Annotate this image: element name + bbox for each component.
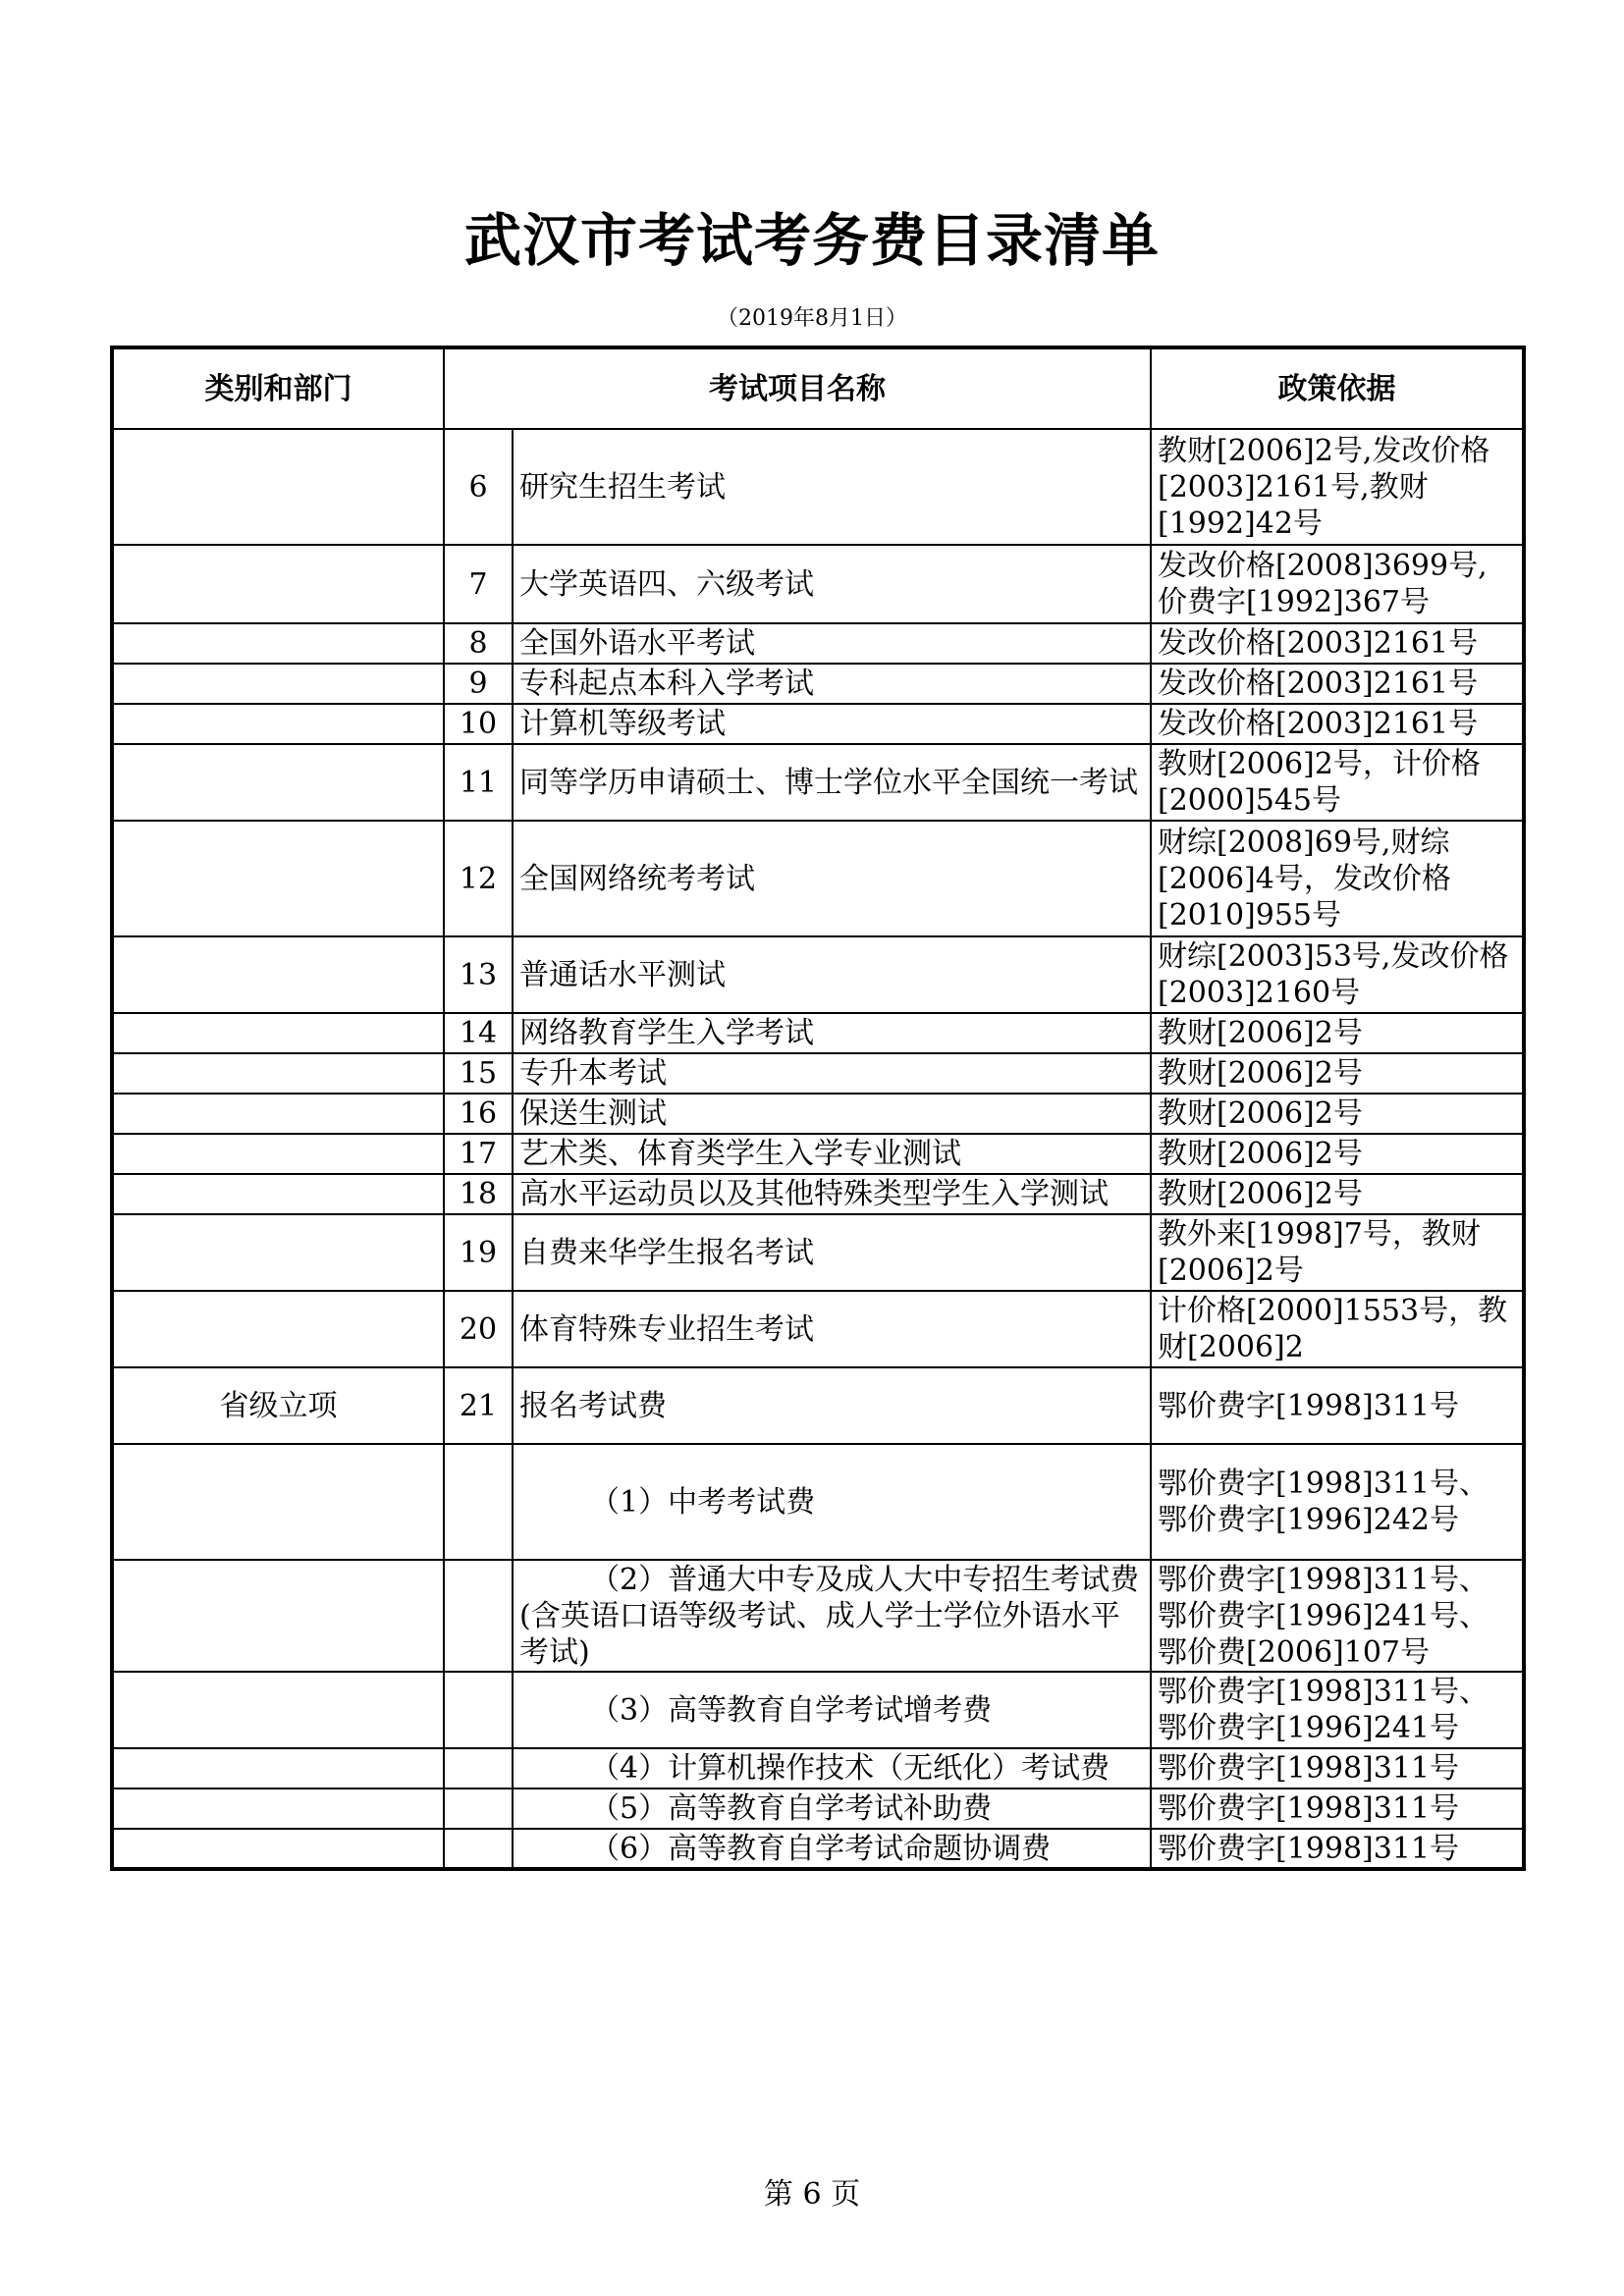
policy-basis-cell: 财综[2008]69号,财综[2006]4号，发改价格[2010]955号	[1151, 821, 1524, 936]
policy-basis-cell: 教财[2006]2号	[1151, 1174, 1524, 1214]
table-row	[112, 623, 1524, 664]
item-number-cell	[444, 1560, 513, 1672]
category-cell	[112, 429, 444, 545]
category-cell	[112, 1789, 444, 1829]
item-number-cell: 9	[444, 664, 513, 704]
table-row	[112, 1829, 1524, 1869]
table-row	[112, 429, 1524, 545]
policy-basis-cell: 教财[2006]2号	[1151, 1134, 1524, 1174]
item-name-cell: 体育特殊专业招生考试	[513, 1291, 1151, 1367]
policy-basis-cell: 教财[2006]2号	[1151, 1013, 1524, 1053]
item-number-cell: 14	[444, 1013, 513, 1053]
policy-basis-cell: 教财[2006]2号	[1151, 1094, 1524, 1134]
item-name-cell: （4）计算机操作技术（无纸化）考试费	[513, 1748, 1151, 1789]
item-name-cell: （3）高等教育自学考试增考费	[513, 1672, 1151, 1748]
page-number: 第 6 页	[763, 2177, 861, 2212]
item-name-cell: 研究生招生考试	[513, 429, 1151, 545]
table-row	[112, 1560, 1524, 1672]
table-row	[112, 1013, 1524, 1053]
category-cell	[112, 1094, 444, 1134]
policy-basis-cell: 鄂价费字[1998]311号	[1151, 1829, 1524, 1869]
table-row	[112, 1789, 1524, 1829]
policy-basis-cell: 教财[2006]2号,发改价格[2003]2161号,教财[1992]42号	[1151, 429, 1524, 545]
category-cell	[112, 936, 444, 1013]
item-number-cell	[444, 1672, 513, 1748]
table-header-row	[112, 347, 1524, 429]
category-cell	[112, 664, 444, 704]
item-name-cell: 专科起点本科入学考试	[513, 664, 1151, 704]
item-name-cell: 大学英语四、六级考试	[513, 545, 1151, 623]
category-cell	[112, 821, 444, 936]
item-number-cell: 21	[444, 1367, 513, 1444]
item-number-cell: 16	[444, 1094, 513, 1134]
category-cell	[112, 704, 444, 744]
category-cell: 省级立项	[112, 1367, 444, 1444]
policy-basis-cell: 鄂价费字[1998]311号	[1151, 1367, 1524, 1444]
item-number-cell: 15	[444, 1053, 513, 1094]
item-number-cell: 17	[444, 1134, 513, 1174]
item-number-cell: 18	[444, 1174, 513, 1214]
policy-basis-cell: 教财[2006]2号	[1151, 1053, 1524, 1094]
item-name-cell: 普通话水平测试	[513, 936, 1151, 1013]
policy-basis-cell: 财综[2003]53号,发改价格[2003]2160号	[1151, 936, 1524, 1013]
policy-basis-cell: 鄂价费字[1998]311号	[1151, 1748, 1524, 1789]
policy-basis-cell: 计价格[2000]1553号，教财[2006]2	[1151, 1291, 1524, 1367]
policy-basis-cell: 鄂价费字[1998]311号、鄂价费字[1996]242号	[1151, 1444, 1524, 1560]
category-cell	[112, 1672, 444, 1748]
document-title: 武汉市考试考务费目录清单	[463, 207, 1160, 274]
table-row	[112, 545, 1524, 623]
item-number-cell: 10	[444, 704, 513, 744]
policy-basis-cell: 鄂价费字[1998]311号	[1151, 1789, 1524, 1829]
item-number-cell: 7	[444, 545, 513, 623]
category-cell	[112, 1291, 444, 1367]
item-number-cell: 6	[444, 429, 513, 545]
category-cell	[112, 1214, 444, 1291]
item-number-cell	[444, 1829, 513, 1869]
item-name-cell: 网络教育学生入学考试	[513, 1013, 1151, 1053]
item-number-cell	[444, 1789, 513, 1829]
table-row	[112, 1367, 1524, 1444]
table-row	[112, 1748, 1524, 1789]
item-name-cell: 保送生测试	[513, 1094, 1151, 1134]
item-name-cell: 报名考试费	[513, 1367, 1151, 1444]
item-number-cell: 8	[444, 623, 513, 664]
table-row	[112, 1053, 1524, 1094]
header-category: 类别和部门	[112, 347, 444, 429]
header-basis: 政策依据	[1151, 347, 1524, 429]
policy-basis-cell: 鄂价费字[1998]311号、鄂价费字[1996]241号	[1151, 1672, 1524, 1748]
item-number-cell: 19	[444, 1214, 513, 1291]
item-number-cell	[444, 1748, 513, 1789]
category-cell	[112, 1560, 444, 1672]
table-row	[112, 1214, 1524, 1291]
policy-basis-cell: 鄂价费字[1998]311号、鄂价费字[1996]241号、鄂价费[2006]107号	[1151, 1560, 1524, 1672]
item-name-cell: 全国外语水平考试	[513, 623, 1151, 664]
table-row	[112, 1672, 1524, 1748]
item-number-cell: 12	[444, 821, 513, 936]
table-row	[112, 704, 1524, 744]
item-name-cell: （6）高等教育自学考试命题协调费	[513, 1829, 1151, 1869]
item-number-cell: 13	[444, 936, 513, 1013]
category-cell	[112, 1444, 444, 1560]
table-row	[112, 821, 1524, 936]
item-name-cell: （1）中考考试费	[513, 1444, 1151, 1560]
table-row	[112, 1174, 1524, 1214]
policy-basis-cell: 发改价格[2003]2161号	[1151, 623, 1524, 664]
table-body	[112, 429, 1524, 1869]
table-row	[112, 936, 1524, 1013]
item-name-cell: （2）普通大中专及成人大中专招生考试费(含英语口语等级考试、成人学士学位外语水平考试)	[513, 1560, 1151, 1672]
policy-basis-cell: 发改价格[2003]2161号	[1151, 704, 1524, 744]
table-row	[112, 1094, 1524, 1134]
item-name-cell: 全国网络统考考试	[513, 821, 1151, 936]
item-name-cell: 高水平运动员以及其他特殊类型学生入学测试	[513, 1174, 1151, 1214]
table-row	[112, 744, 1524, 821]
document-date: （2019年8月1日）	[717, 306, 907, 331]
category-cell	[112, 545, 444, 623]
item-number-cell	[444, 1444, 513, 1560]
category-cell	[112, 1013, 444, 1053]
table-row	[112, 1291, 1524, 1367]
category-cell	[112, 1748, 444, 1789]
policy-basis-cell: 发改价格[2003]2161号	[1151, 664, 1524, 704]
policy-basis-cell: 教外来[1998]7号，教财[2006]2号	[1151, 1214, 1524, 1291]
policy-basis-cell: 发改价格[2008]3699号,价费字[1992]367号	[1151, 545, 1524, 623]
item-name-cell: 计算机等级考试	[513, 704, 1151, 744]
item-name-cell: 自费来华学生报名考试	[513, 1214, 1151, 1291]
item-name-cell: 同等学历申请硕士、博士学位水平全国统一考试	[513, 744, 1151, 821]
category-cell	[112, 623, 444, 664]
category-cell	[112, 1134, 444, 1174]
category-cell	[112, 744, 444, 821]
item-name-cell: 专升本考试	[513, 1053, 1151, 1094]
header-item: 考试项目名称	[444, 347, 1151, 429]
policy-basis-cell: 教财[2006]2号，计价格[2000]545号	[1151, 744, 1524, 821]
fee-table	[110, 346, 1526, 1871]
category-cell	[112, 1053, 444, 1094]
item-name-cell: （5）高等教育自学考试补助费	[513, 1789, 1151, 1829]
item-number-cell: 11	[444, 744, 513, 821]
category-cell	[112, 1174, 444, 1214]
item-name-cell: 艺术类、体育类学生入学专业测试	[513, 1134, 1151, 1174]
table-row	[112, 1444, 1524, 1560]
table-row	[112, 664, 1524, 704]
table-row	[112, 1134, 1524, 1174]
category-cell	[112, 1829, 444, 1869]
item-number-cell: 20	[444, 1291, 513, 1367]
